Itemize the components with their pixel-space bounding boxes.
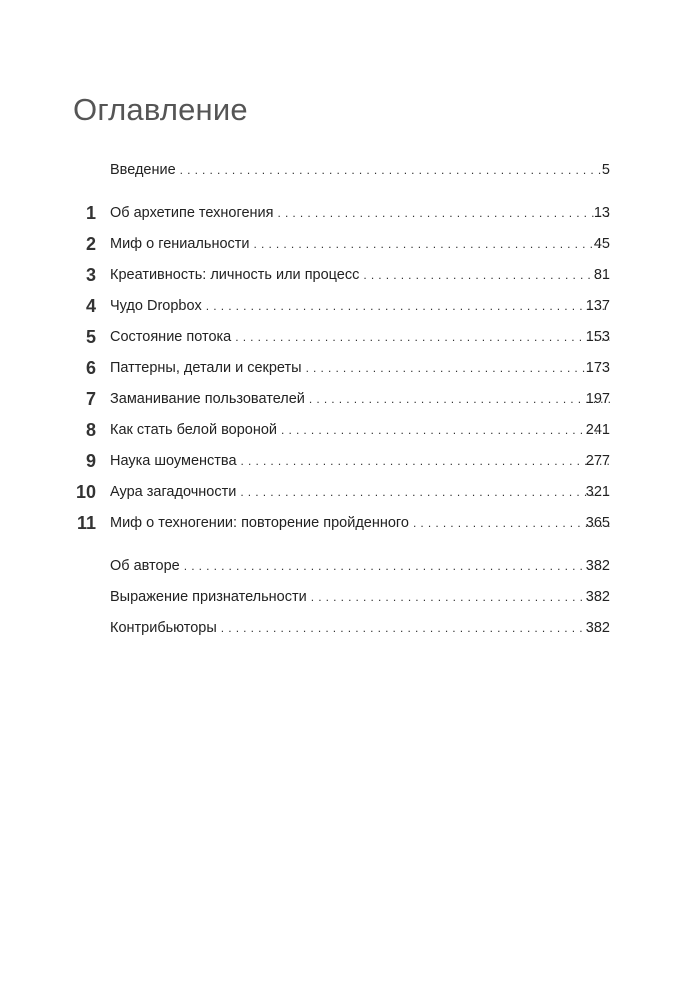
toc-entry-label: Чудо Dropbox xyxy=(110,298,202,314)
toc-entry-page: 241 xyxy=(585,422,610,438)
toc-entry-label: Состояние потока xyxy=(110,329,232,345)
toc-leader xyxy=(110,554,610,578)
toc-entry-label: Выражение признательности xyxy=(110,589,307,605)
toc-leader xyxy=(110,325,610,349)
dot-leader xyxy=(306,356,610,380)
toc-leader xyxy=(110,158,610,182)
toc-leader xyxy=(110,294,610,318)
toc-entry-label: Миф о техногении: повторение пройденного xyxy=(110,515,409,531)
toc-leader xyxy=(110,616,610,640)
dot-leader xyxy=(221,616,610,640)
chapter-number: 10 xyxy=(75,482,96,502)
toc-leader xyxy=(110,585,610,609)
toc-leader xyxy=(110,232,610,256)
toc-entry-page: 137 xyxy=(585,298,610,314)
toc-entry-page: 5 xyxy=(601,162,610,178)
toc-entry-label: Введение xyxy=(110,162,176,178)
dot-leader xyxy=(240,480,610,504)
chapter-number: 11 xyxy=(76,513,96,533)
dot-leader xyxy=(281,418,610,442)
toc-leader xyxy=(110,387,610,411)
toc-leader xyxy=(110,263,610,287)
toc-entry-label: Паттерны, детали и секреты xyxy=(110,360,302,376)
chapter-number: 8 xyxy=(85,420,96,440)
chapter-number: 7 xyxy=(85,389,96,409)
toc-leader xyxy=(110,356,610,380)
dot-leader xyxy=(206,294,610,318)
chapter-number: 6 xyxy=(85,358,96,378)
toc-entry-chapter-11[interactable] xyxy=(0,511,692,535)
toc-entry-page: 382 xyxy=(585,589,610,605)
toc-entry-chapter-3[interactable] xyxy=(0,263,692,287)
toc-entry-page: 45 xyxy=(593,236,610,252)
dot-leader xyxy=(309,387,610,411)
toc-leader xyxy=(110,511,610,535)
toc-entry-about-author[interactable] xyxy=(0,554,692,578)
chapter-number: 2 xyxy=(85,234,96,254)
toc-entry-page: 13 xyxy=(593,205,610,221)
toc-entry-chapter-2[interactable] xyxy=(0,232,692,256)
toc-entry-introduction[interactable] xyxy=(0,158,692,182)
toc-entry-chapter-10[interactable] xyxy=(0,480,692,504)
toc-entry-page: 382 xyxy=(585,620,610,636)
toc-entry-page: 173 xyxy=(585,360,610,376)
dot-leader xyxy=(180,158,610,182)
toc-entry-label: Контрибьюторы xyxy=(110,620,217,636)
dot-leader xyxy=(235,325,610,349)
dot-leader xyxy=(277,201,610,225)
toc-entry-contributors[interactable] xyxy=(0,616,692,640)
toc-entry-chapter-7[interactable] xyxy=(0,387,692,411)
toc-entry-label: Как стать белой вороной xyxy=(110,422,278,438)
dot-leader xyxy=(184,554,610,578)
chapter-number: 3 xyxy=(85,265,96,285)
chapter-number: 4 xyxy=(85,296,96,316)
toc-leader xyxy=(110,201,610,225)
toc-entry-page: 382 xyxy=(585,558,610,574)
toc-entry-label: Об авторе xyxy=(110,558,180,574)
toc-entry-label: Заманивание пользователей xyxy=(110,391,305,407)
toc-entry-page: 321 xyxy=(585,484,610,500)
toc-entry-page: 277 xyxy=(585,453,610,469)
toc-entry-label: Аура загадочности xyxy=(110,484,237,500)
page-title: Оглавление xyxy=(73,92,248,127)
dot-leader xyxy=(254,232,610,256)
toc-entry-label: Наука шоуменства xyxy=(110,453,237,469)
toc-entry-chapter-8[interactable] xyxy=(0,418,692,442)
toc-entry-chapter-4[interactable] xyxy=(0,294,692,318)
toc-leader xyxy=(110,480,610,504)
toc-entry-chapter-9[interactable] xyxy=(0,449,692,473)
toc-entry-label: Миф о гениальности xyxy=(110,236,250,252)
toc-entry-label: Креативность: личность или процесс xyxy=(110,267,360,283)
toc-entry-chapter-5[interactable] xyxy=(0,325,692,349)
chapter-number: 5 xyxy=(85,327,96,347)
chapter-number: 1 xyxy=(85,203,96,223)
toc-entry-chapter-1[interactable] xyxy=(0,201,692,225)
toc-entry-chapter-6[interactable] xyxy=(0,356,692,380)
toc-entry-page: 197 xyxy=(585,391,610,407)
toc-leader xyxy=(110,418,610,442)
toc-entry-acknowledgements[interactable] xyxy=(0,585,692,609)
chapter-number: 9 xyxy=(85,451,96,471)
toc-entry-page: 81 xyxy=(593,267,610,283)
toc-leader xyxy=(110,449,610,473)
toc-entry-page: 153 xyxy=(585,329,610,345)
toc-entry-page: 365 xyxy=(585,515,610,531)
dot-leader xyxy=(241,449,610,473)
toc-entry-label: Об архетипе техногения xyxy=(110,205,274,221)
